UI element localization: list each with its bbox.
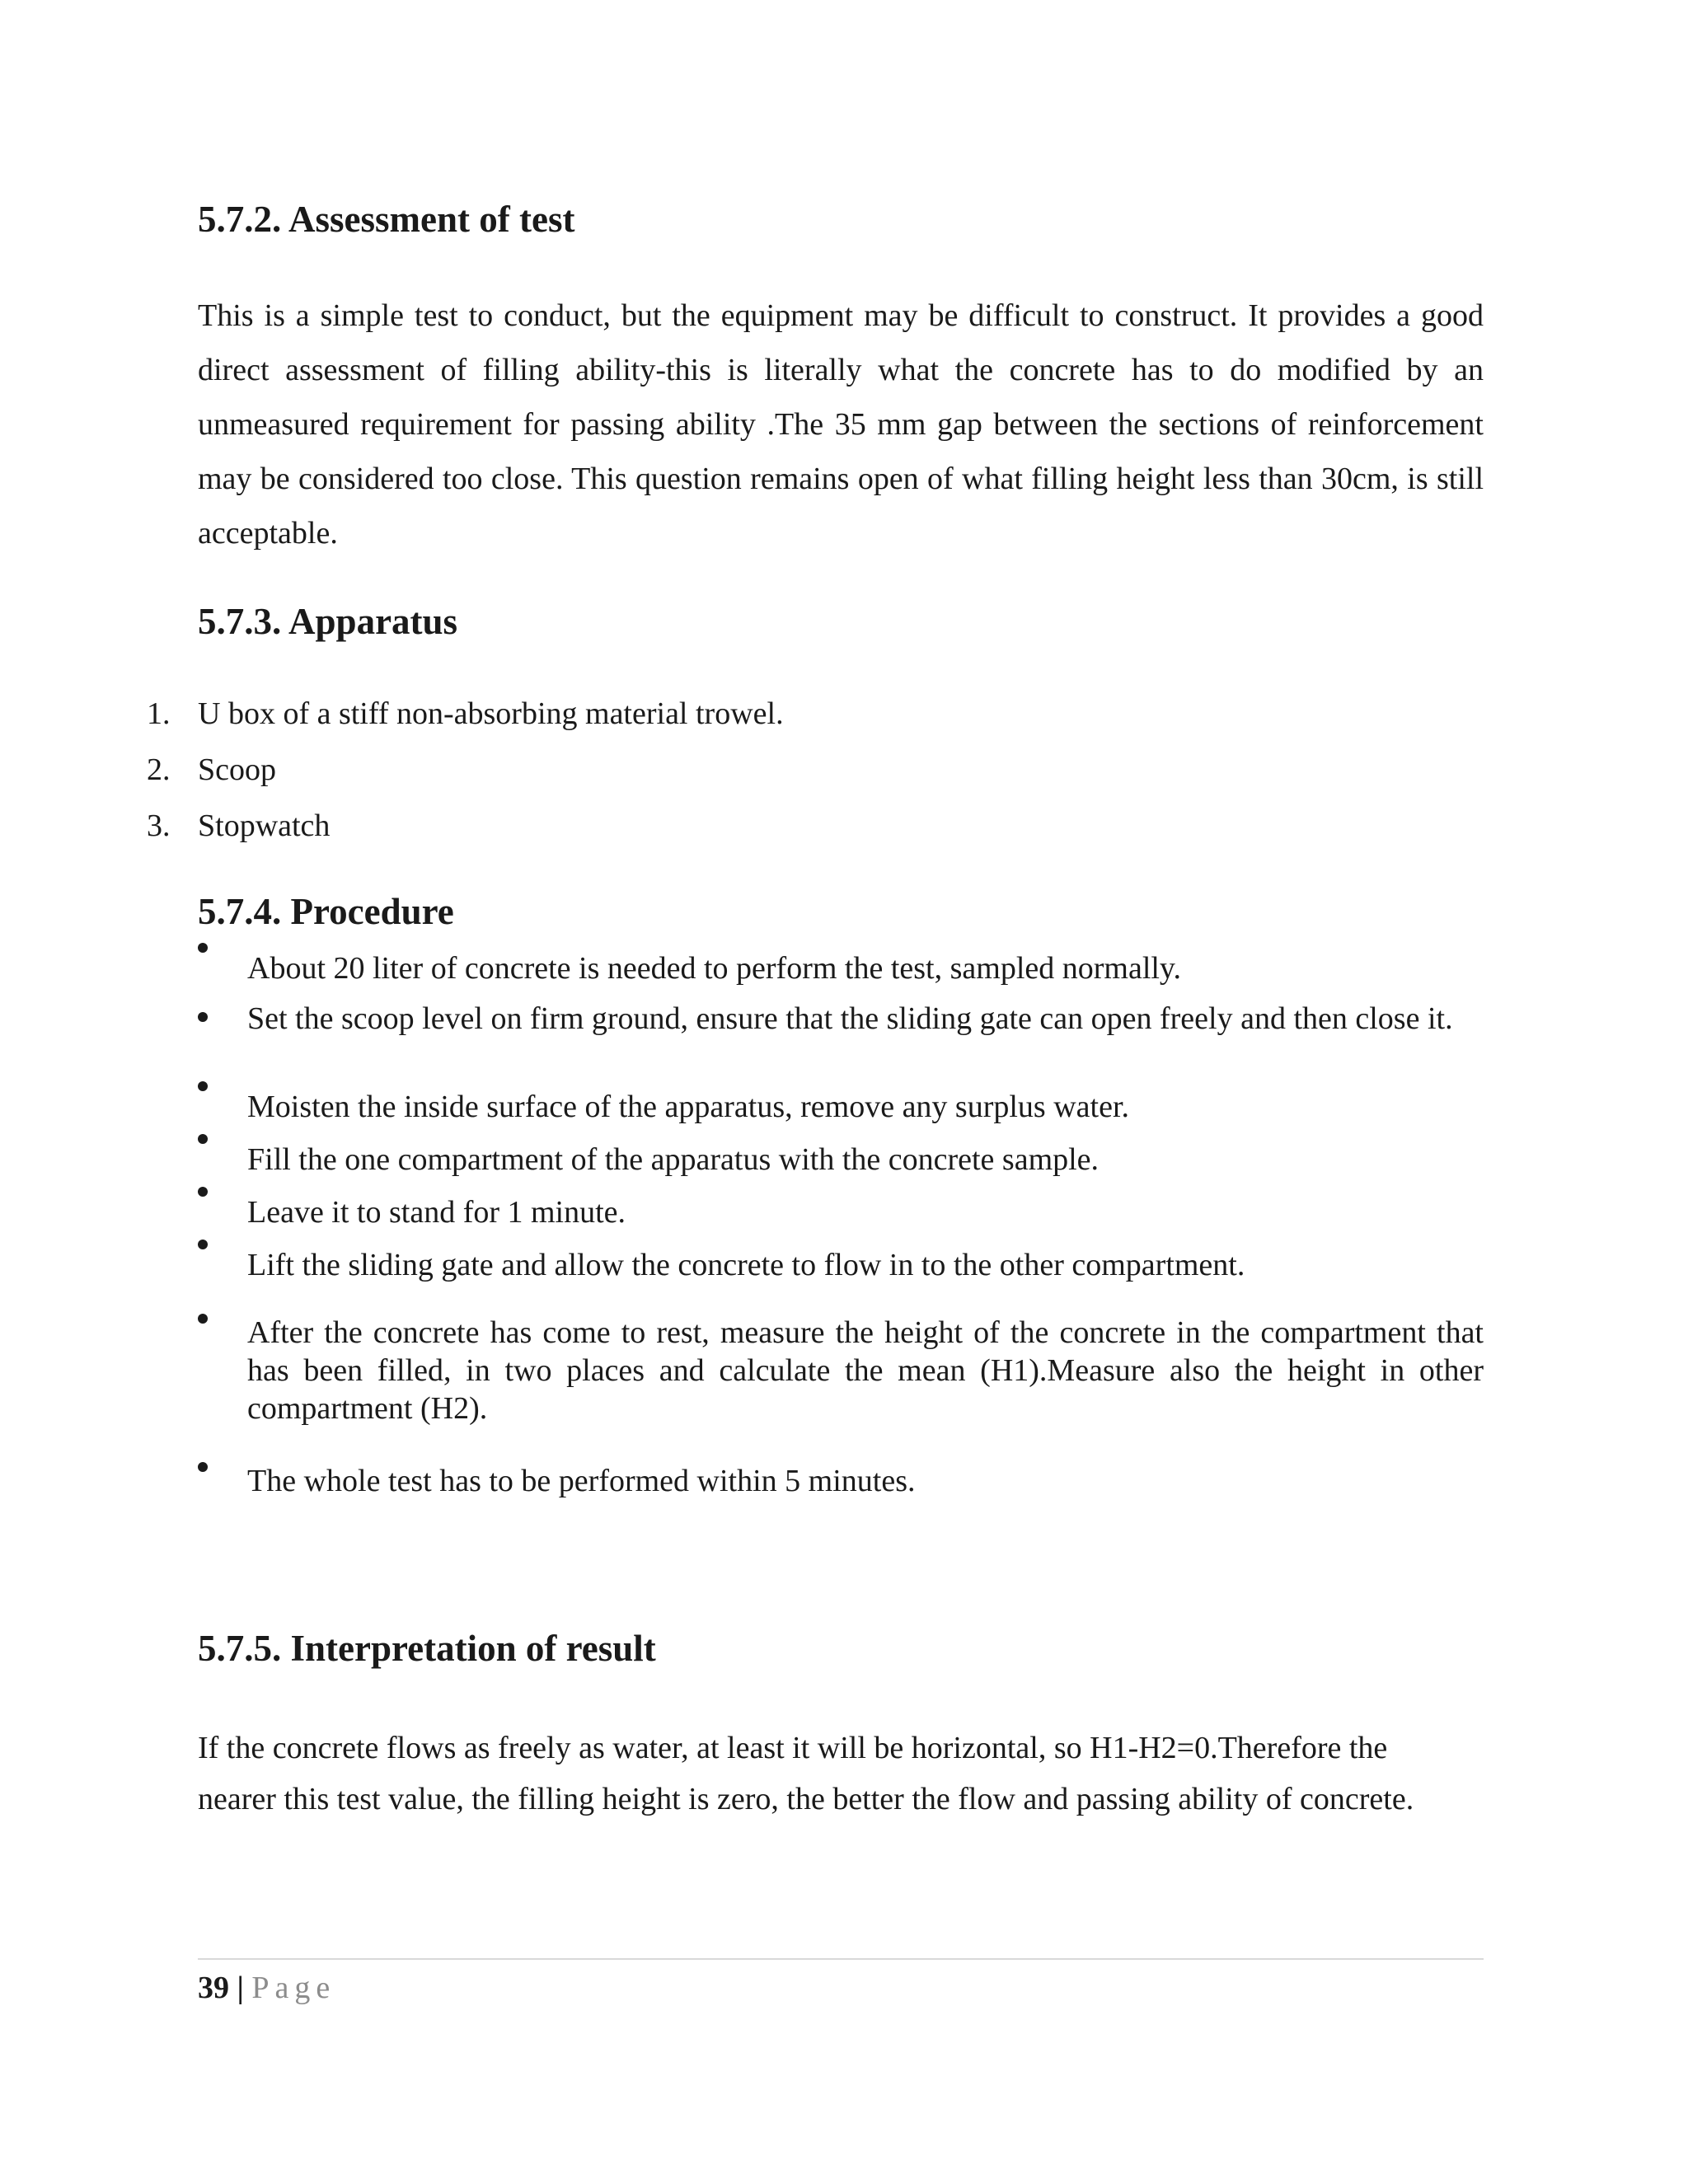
section-heading-procedure: 5.7.4. Procedure	[198, 891, 454, 932]
bullet-text: After the concrete has come to rest, measure the height of the concrete in the compartment that has been filled, in two places and calculate the mean (H1).Measure also the height in other compartment (H2).	[247, 1315, 1484, 1426]
procedure-bullet-item	[198, 949, 1484, 987]
bullet-icon	[198, 1240, 208, 1249]
bullet-icon	[198, 943, 208, 953]
list-item	[147, 804, 1484, 860]
procedure-bullet-item	[198, 1001, 1484, 1036]
bullet-icon	[198, 1081, 208, 1091]
assessment-paragraph: This is a simple test to conduct, but the equipment may be difficult to construct. It provides a good direct assessment of filling ability-this is literally what the concrete has to do modified by an unmeasured requirement for passing ability .The 35 mm gap between the sections of reinforcement may be considered too close. This question remains open of what filling height less than 30cm, is still acceptable.	[198, 298, 1484, 551]
list-item	[147, 748, 1484, 804]
bullet-text: Lift the sliding gate and allow the concrete to flow in to the other compartment.	[247, 1248, 1245, 1282]
bullet-text: Leave it to stand for 1 minute.	[247, 1195, 626, 1230]
page-footer	[198, 1963, 335, 2013]
interpretation-line: If the concrete flows as freely as water, at least it will be horizontal, so H1-H2=0.Therefore the	[198, 1731, 1388, 1765]
list-item-text: U box of a stiff non-absorbing material trowel.	[198, 696, 784, 731]
list-number: 1.	[147, 696, 171, 731]
list-item	[147, 692, 1484, 748]
footer-divider	[198, 1958, 1484, 1960]
procedure-bullet-item	[198, 1462, 1484, 1500]
bullet-text: Fill the one compartment of the apparatus with the concrete sample.	[247, 1142, 1100, 1177]
page-label: Page	[251, 1971, 336, 2005]
list-number: 2.	[147, 752, 171, 787]
list-item-text: Stopwatch	[198, 808, 331, 843]
bullet-icon	[198, 1134, 208, 1144]
bullet-text: The whole test has to be performed within 5 minutes.	[247, 1464, 916, 1498]
bullet-icon	[198, 1012, 208, 1022]
procedure-bullet-item	[198, 1141, 1484, 1179]
bullet-text: Moisten the inside surface of the apparatus, remove any surplus water.	[247, 1090, 1130, 1124]
procedure-bullet-item	[198, 1246, 1484, 1284]
bullet-icon	[198, 1187, 208, 1197]
list-item-text: Scoop	[198, 752, 276, 787]
bullet-text: About 20 liter of concrete is needed to perform the test, sampled normally.	[247, 951, 1181, 986]
list-number: 3.	[147, 808, 171, 843]
apparatus-list	[147, 692, 1484, 860]
procedure-bullet-item	[198, 1314, 1484, 1427]
section-heading-assessment: 5.7.2. Assessment of test	[198, 199, 575, 240]
page-number: 39	[198, 1971, 229, 2005]
procedure-bullet-item	[198, 1088, 1484, 1126]
section-heading-interpretation: 5.7.5. Interpretation of result	[198, 1628, 656, 1669]
bullet-icon	[198, 1314, 208, 1324]
footer-separator: |	[237, 1971, 244, 2005]
section-heading-apparatus: 5.7.3. Apparatus	[198, 601, 458, 642]
interpretation-line: nearer this test value, the filling height is zero, the better the flow and passing ability of concrete.	[198, 1782, 1414, 1816]
bullet-icon	[198, 1462, 208, 1472]
procedure-bullet-item	[198, 1193, 1484, 1231]
interpretation-paragraph	[198, 1722, 1484, 1825]
bullet-text: Set the scoop level on firm ground, ensure that the sliding gate can open freely and then close it.	[247, 1001, 1453, 1036]
